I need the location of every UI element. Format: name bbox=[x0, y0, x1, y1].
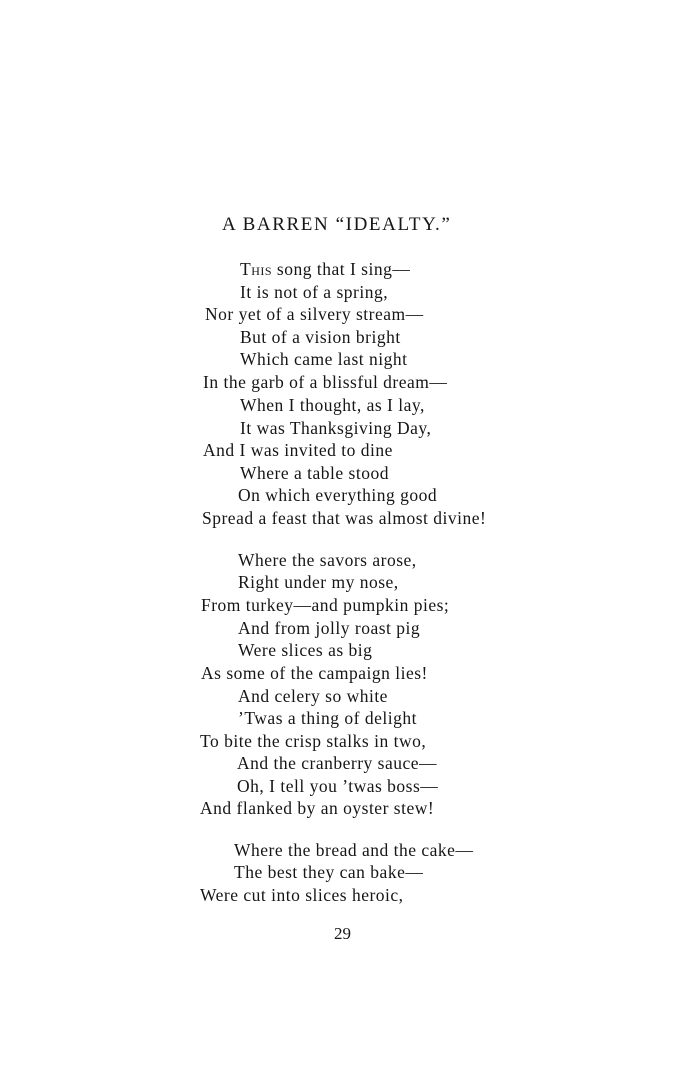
drop-word: This bbox=[240, 259, 273, 279]
poem-line: And the cranberry sauce— bbox=[237, 753, 438, 773]
poem-line: This song that I sing— bbox=[240, 259, 411, 279]
poem-line: In the garb of a blissful dream— bbox=[203, 372, 448, 392]
poem-line: Nor yet of a silvery stream— bbox=[205, 304, 424, 324]
poem-line: When I thought, as I lay, bbox=[240, 395, 425, 415]
poem-line: Were slices as big bbox=[238, 640, 373, 660]
page-number: 29 bbox=[334, 924, 351, 943]
poem-line: To bite the crisp stalks in two, bbox=[200, 731, 427, 751]
poem-line: It is not of a spring, bbox=[240, 282, 389, 302]
poem-line: Right under my nose, bbox=[238, 572, 399, 592]
poem-title: A BARREN “IDEALTY.” bbox=[222, 214, 452, 235]
poem-line: It was Thanksgiving Day, bbox=[240, 418, 432, 438]
poem-line: And from jolly roast pig bbox=[238, 618, 421, 638]
poem-line: The best they can bake— bbox=[234, 862, 424, 882]
poem-line: Where the savors arose, bbox=[238, 550, 417, 570]
poem-line: From turkey—and pumpkin pies; bbox=[201, 595, 450, 615]
poem-line: Were cut into slices heroic, bbox=[200, 885, 404, 905]
poem-line: Oh, I tell you ’twas boss— bbox=[237, 776, 439, 796]
poem-line: And flanked by an oyster stew! bbox=[200, 798, 435, 818]
poem-line: Where the bread and the cake— bbox=[234, 840, 474, 860]
poem-line: Spread a feast that was almost divine! bbox=[202, 508, 487, 528]
poem-line: Which came last night bbox=[240, 349, 408, 369]
poem-line: On which everything good bbox=[238, 485, 438, 505]
poem-line: ’Twas a thing of delight bbox=[238, 708, 417, 728]
poem-line: And I was invited to dine bbox=[203, 440, 393, 460]
poem-line: And celery so white bbox=[238, 686, 388, 706]
poem-line: But of a vision bright bbox=[240, 327, 401, 347]
poem-line: As some of the campaign lies! bbox=[201, 663, 428, 683]
poem-line: Where a table stood bbox=[240, 463, 389, 483]
